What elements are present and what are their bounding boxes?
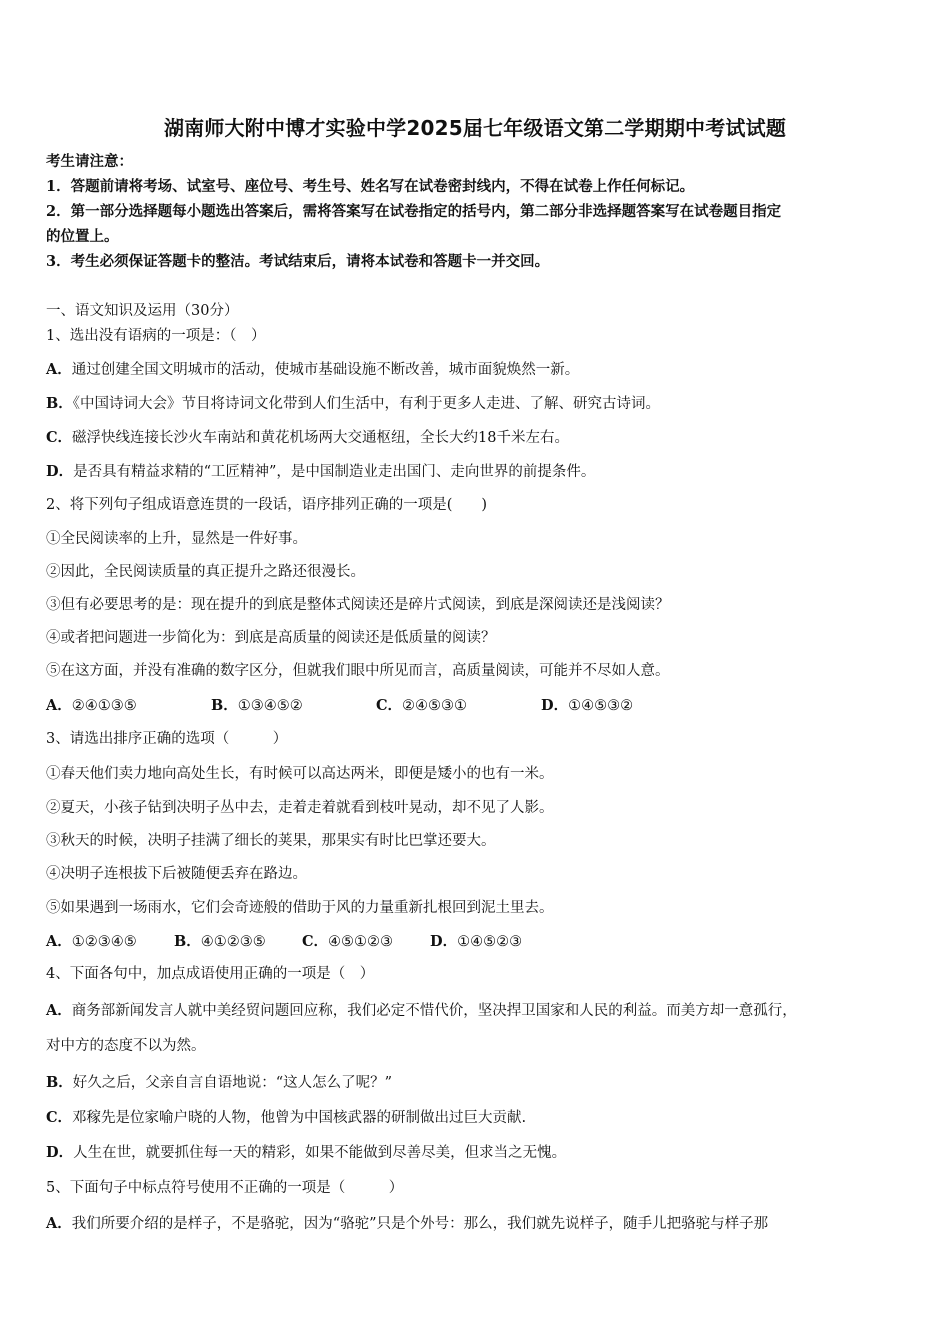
question-2-sentence: ④或者把问题进一步简化为：到底是高质量的阅读还是低质量的阅读？ — [46, 630, 496, 646]
question-1-option-a — [46, 361, 579, 379]
question-2-options — [46, 697, 633, 715]
question-1-option-c — [46, 429, 569, 447]
notice-item: 2．第一部分选择题每小题选出答案后，需将答案写在试卷指定的括号内，第二部分非选择题答案写在试卷题目指定 — [46, 203, 782, 220]
question-4-option-c — [46, 1109, 526, 1127]
option-text: ②④①③⑤ — [71, 698, 137, 714]
question-3-sentence: ③秋天的时候，决明子挂满了细长的荚果，那果实有时比巴掌还要大。 — [46, 833, 496, 849]
option-label: A． — [46, 361, 72, 378]
option-text: 磁浮快线连接长沙火车南站和黄花机场两大交通枢纽，全长大约18千米左右。 — [72, 430, 569, 446]
page-title: 湖南师大附中博才实验中学2025届七年级语文第二学期期中考试试题 — [163, 116, 787, 140]
option-text: ②④⑤③① — [402, 698, 468, 714]
option-text: ①④⑤③② — [568, 698, 634, 714]
question-3-sentence: ②夏天，小孩子钻到决明子丛中去，走着走着就看到枝叶晃动，却不见了人影。 — [46, 800, 554, 816]
option-text: 是否具有精益求精的“工匠精神”，是中国制造业走出国门、走向世界的前提条件。 — [73, 464, 596, 480]
option-label: D． — [430, 933, 458, 950]
option-label: B． — [46, 1074, 73, 1091]
option-text: 邓稼先是位家喻户晓的人物，他曾为中国核武器的研制做出过巨大贡献. — [72, 1110, 527, 1126]
question-2-sentence: ③但有必要思考的是：现在提升的到底是整体式阅读还是碎片式阅读，到底是深阅读还是浅阅读？ — [46, 597, 670, 613]
option-label: A． — [46, 1002, 72, 1019]
notice-item: 3．考生必须保证答题卡的整洁。考试结束后，请将本试卷和答题卡一并交回。 — [46, 253, 550, 270]
question-3-option-a — [46, 933, 174, 951]
option-text: ①④⑤②③ — [457, 934, 523, 950]
question-2-sentence: ⑤在这方面，并没有准确的数字区分，但就我们眼中所见而言，高质量阅读，可能并不尽如人意。 — [46, 663, 670, 679]
question-2-option-c — [376, 697, 541, 715]
notice-item: 1．答题前请将考场、试室号、座位号、考生号、姓名写在试卷密封线内，不得在试卷上作任何标记。 — [46, 178, 695, 195]
question-2-option-a — [46, 697, 211, 715]
question-5-stem: 5、下面句子中标点符号使用不正确的一项是（ ） — [46, 1180, 404, 1196]
option-text: 人生在世，就要抓住每一天的精彩，如果不能做到尽善尽美，但求当之无愧。 — [73, 1145, 567, 1161]
option-text: ①③④⑤② — [237, 698, 303, 714]
question-3-stem: 3、请选出排序正确的选项（ ） — [46, 731, 288, 747]
option-label: A． — [46, 1215, 72, 1232]
question-3-option-b — [174, 933, 302, 951]
option-label: C． — [302, 933, 329, 950]
option-text: 我们所要介绍的是样子，不是骆驼，因为“骆驼”只是个外号：那么，我们就先说样子，随手儿把骆驼与样子那 — [71, 1216, 769, 1232]
question-4-stem: 4、下面各句中，加点成语使用正确的一项是（ ） — [46, 966, 375, 982]
option-label: C． — [46, 1109, 73, 1126]
option-text: ④⑤①②③ — [328, 934, 394, 950]
question-3-options — [46, 933, 522, 951]
option-label: B． — [211, 697, 238, 714]
option-label: A． — [46, 697, 72, 714]
question-1-option-b — [46, 395, 660, 413]
option-label: D． — [46, 1144, 74, 1161]
question-4-option-d — [46, 1144, 566, 1162]
option-label: C． — [46, 429, 73, 446]
option-label: A． — [46, 933, 72, 950]
question-3-option-c — [302, 933, 430, 951]
question-3-sentence: ①春天他们卖力地向高处生长，有时候可以高达两米，即便是矮小的也有一米。 — [46, 766, 554, 782]
question-2-sentence: ①全民阅读率的上升，显然是一件好事。 — [46, 531, 307, 547]
option-text: 《中国诗词大会》节目将诗词文化带到人们生活中，有利于更多人走进、了解、研究古诗词。 — [72, 396, 661, 412]
question-2-sentence: ②因此，全民阅读质量的真正提升之路还很漫长。 — [46, 564, 365, 580]
question-4-option-a — [46, 1002, 797, 1020]
option-text: 商务部新闻发言人就中美经贸问题回应称，我们必定不惜代价，坚决捍卫国家和人民的利益。而美方却一意孤行， — [71, 1003, 797, 1019]
option-text: 通过创建全国文明城市的活动，使城市基础设施不断改善，城市面貌焕然一新。 — [71, 362, 580, 378]
option-label: D． — [46, 463, 74, 480]
notice-item: 的位置上。 — [46, 228, 119, 245]
option-text: ④①②③⑤ — [200, 934, 266, 950]
question-1-option-d — [46, 463, 595, 481]
question-2-stem: 2、将下列句子组成语意连贯的一段话，语序排列正确的一项是( ) — [46, 497, 488, 513]
option-label: B． — [46, 395, 73, 412]
option-text: ①②③④⑤ — [71, 934, 137, 950]
option-label: B． — [174, 933, 201, 950]
question-4-option-a-continued: 对中方的态度不以为然。 — [46, 1038, 206, 1054]
notice-heading: 考生请注意： — [46, 153, 133, 170]
option-label: C． — [376, 697, 403, 714]
question-4-option-b — [46, 1074, 392, 1092]
question-5-option-a — [46, 1215, 768, 1233]
question-1-stem: 1、选出没有语病的一项是：（ ） — [46, 328, 266, 344]
question-3-sentence: ⑤如果遇到一场雨水，它们会奇迹般的借助于风的力量重新扎根回到泥土里去。 — [46, 900, 554, 916]
option-label: D． — [541, 697, 569, 714]
question-2-option-b — [211, 697, 376, 715]
question-2-option-d — [541, 697, 633, 715]
option-text: 好久之后，父亲自言自语地说：“这人怎么了呢？” — [72, 1075, 393, 1091]
question-3-sentence: ④决明子连根拔下后被随便丢弃在路边。 — [46, 866, 307, 882]
section-heading: 一、语文知识及运用（30分） — [46, 303, 239, 319]
question-3-option-d — [430, 933, 522, 951]
